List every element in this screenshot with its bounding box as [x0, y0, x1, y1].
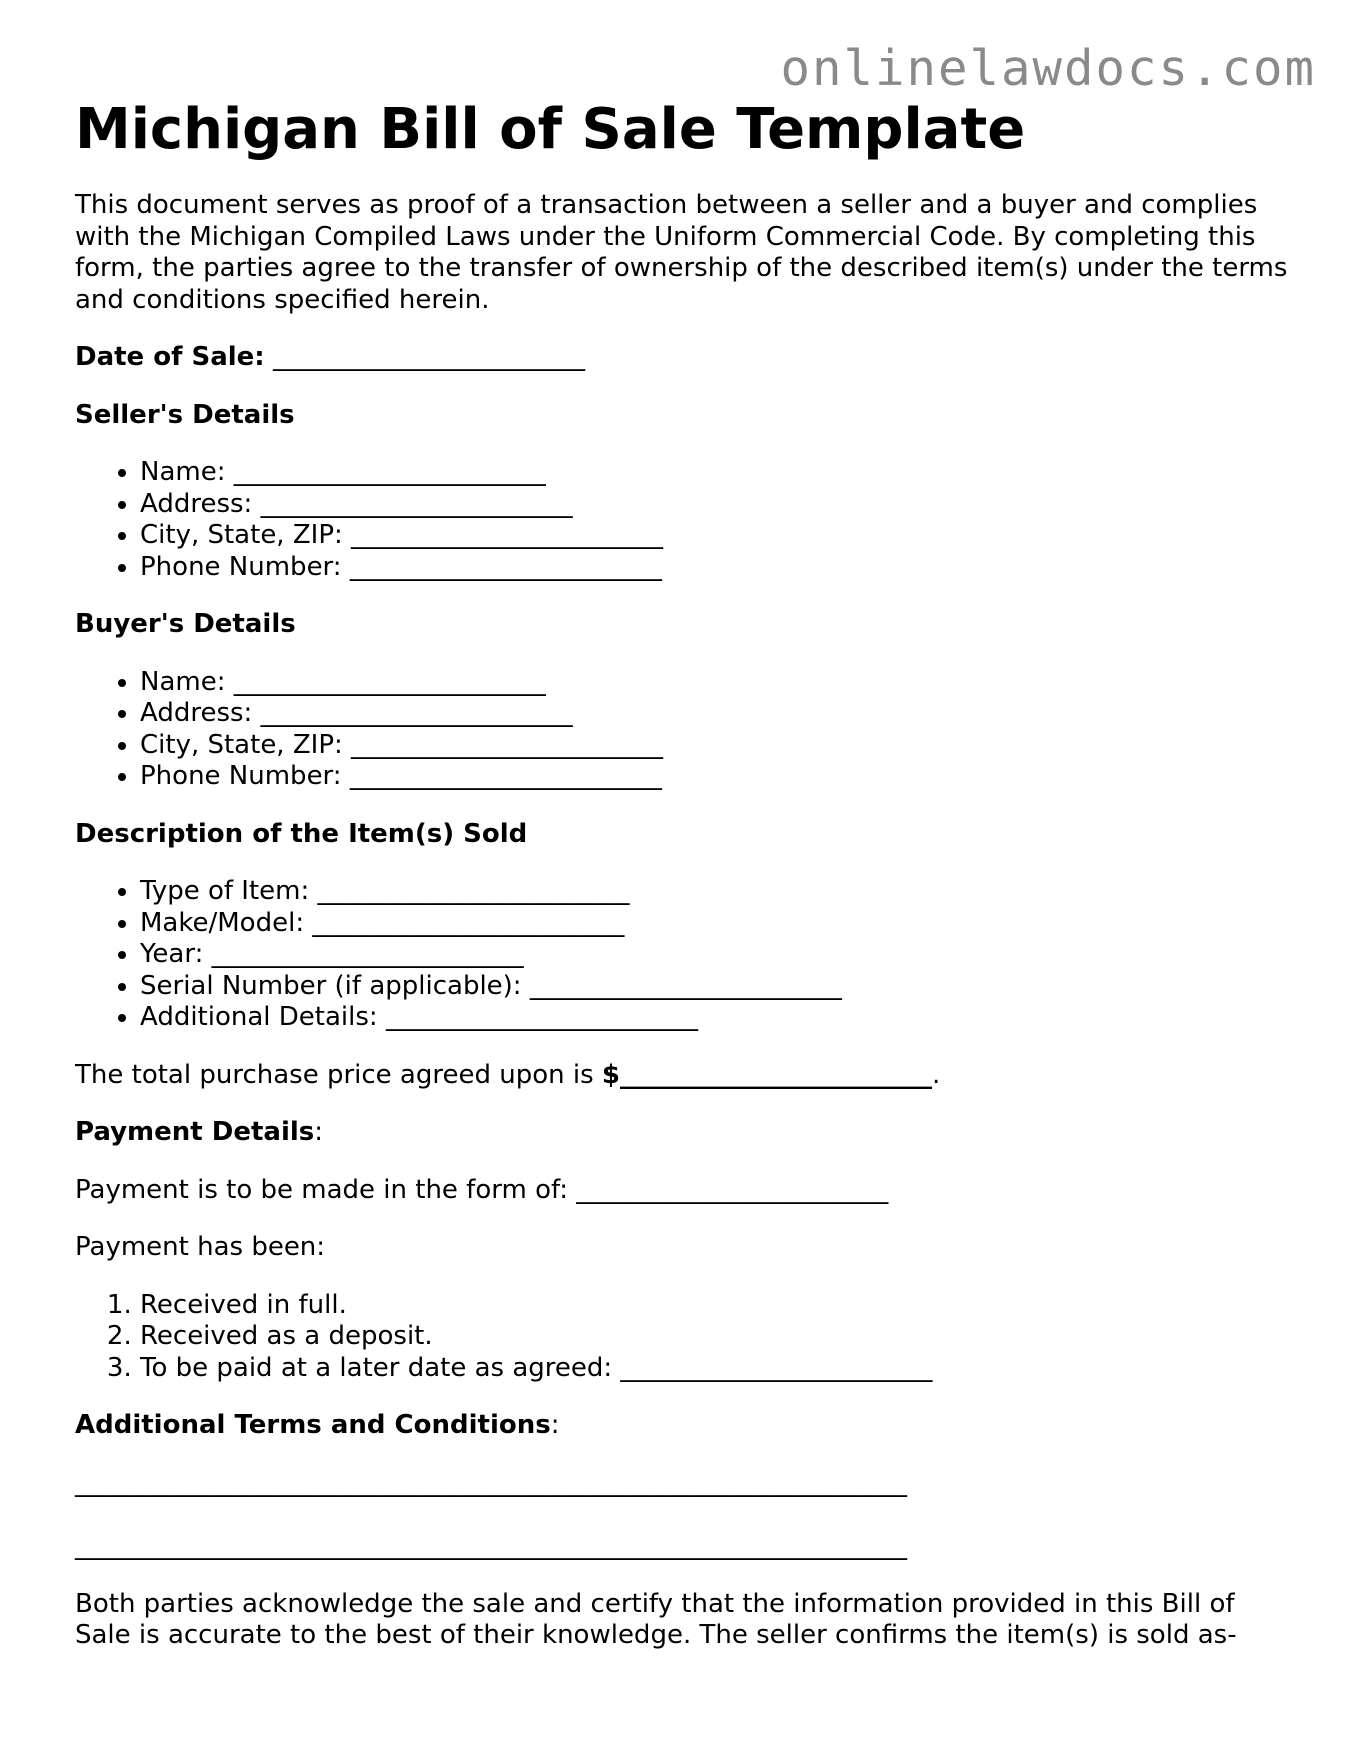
payment-option-full[interactable]: 1. Received in full.: [140, 1290, 1295, 1322]
item-year-field[interactable]: • Year: ________________________: [140, 939, 1295, 971]
item-description-list: [75, 876, 1295, 1034]
item-make-model-field[interactable]: • Make/Model: ________________________: [140, 908, 1295, 940]
date-of-sale-field: [75, 342, 1295, 374]
buyer-name-field[interactable]: • Name: ________________________: [140, 667, 1295, 699]
seller-address-field[interactable]: • Address: ________________________: [140, 489, 1295, 521]
buyer-phone-field[interactable]: • Phone Number: ________________________: [140, 761, 1295, 793]
purchase-price-text: The total purchase price agreed upon is: [75, 1059, 602, 1090]
purchase-price-line: [75, 1060, 1295, 1092]
buyer-address-field[interactable]: • Address: ________________________: [140, 698, 1295, 730]
purchase-price-end: .: [932, 1059, 941, 1090]
payment-option-later[interactable]: 3. To be paid at a later date as agreed: ________________________: [140, 1353, 1295, 1385]
payment-details-heading: Payment Details: [75, 1117, 315, 1147]
payment-status-label: Payment has been:: [75, 1232, 326, 1262]
seller-phone-field[interactable]: • Phone Number: ________________________: [140, 552, 1295, 584]
payment-details-heading-line: [75, 1117, 1295, 1149]
terms-blank-line-1[interactable]: ________________________________________________________________: [75, 1467, 907, 1498]
item-serial-number-field[interactable]: • Serial Number (if applicable): ________________________: [140, 971, 1295, 1003]
terms-colon: :: [550, 1410, 560, 1440]
item-type-field[interactable]: • Type of Item: ________________________: [140, 876, 1295, 908]
seller-details-list: [75, 457, 1295, 583]
document-title: Michigan Bill of Sale Template: [75, 97, 1026, 162]
buyer-city-state-zip-field[interactable]: • City, State, ZIP: ________________________: [140, 730, 1295, 762]
purchase-price-blank[interactable]: $________________________: [601, 1059, 932, 1090]
terms-heading: Additional Terms and Conditions: [75, 1410, 551, 1440]
payment-form-field[interactable]: Payment is to be made in the form of: ________________________: [75, 1174, 889, 1205]
buyer-details-list: [75, 667, 1295, 793]
terms-blank-line-2[interactable]: ________________________________________________________________: [75, 1531, 907, 1561]
seller-name-field[interactable]: • Name: ________________________: [140, 457, 1295, 489]
date-of-sale-label: Date of Sale:: [75, 342, 265, 372]
payment-option-deposit[interactable]: 2. Received as a deposit.: [140, 1321, 1295, 1353]
date-of-sale-blank[interactable]: ________________________: [272, 342, 585, 372]
seller-heading: Seller's Details: [75, 399, 295, 430]
document-body: [75, 98, 1295, 1652]
payment-details-colon: :: [314, 1117, 324, 1147]
payment-status-options: [75, 1290, 1295, 1385]
description-heading: Description of the Item(s) Sold: [75, 818, 528, 849]
seller-city-state-zip-field[interactable]: • City, State, ZIP: ________________________: [140, 520, 1295, 552]
item-additional-details-field[interactable]: • Additional Details: ________________________: [140, 1002, 1295, 1034]
intro-paragraph: This document serves as proof of a transaction between a seller and a buyer and complies with the Michigan Compiled Laws under the Uniform Commercial Code. By completing this form, the parties agree to the transfer of ownership of the described item(s) under the terms and conditions specified herein.: [75, 190, 1288, 315]
buyer-heading: Buyer's Details: [75, 609, 296, 639]
terms-heading-line: [75, 1410, 1295, 1442]
watermark-text: onlinelawdocs.com: [780, 40, 1316, 97]
acknowledgment-paragraph: Both parties acknowledge the sale and certify that the information provided in this Bill of Sale is accurate to the best of their knowledge. The seller confirms the item(s) is sold as-: [75, 1588, 1237, 1650]
